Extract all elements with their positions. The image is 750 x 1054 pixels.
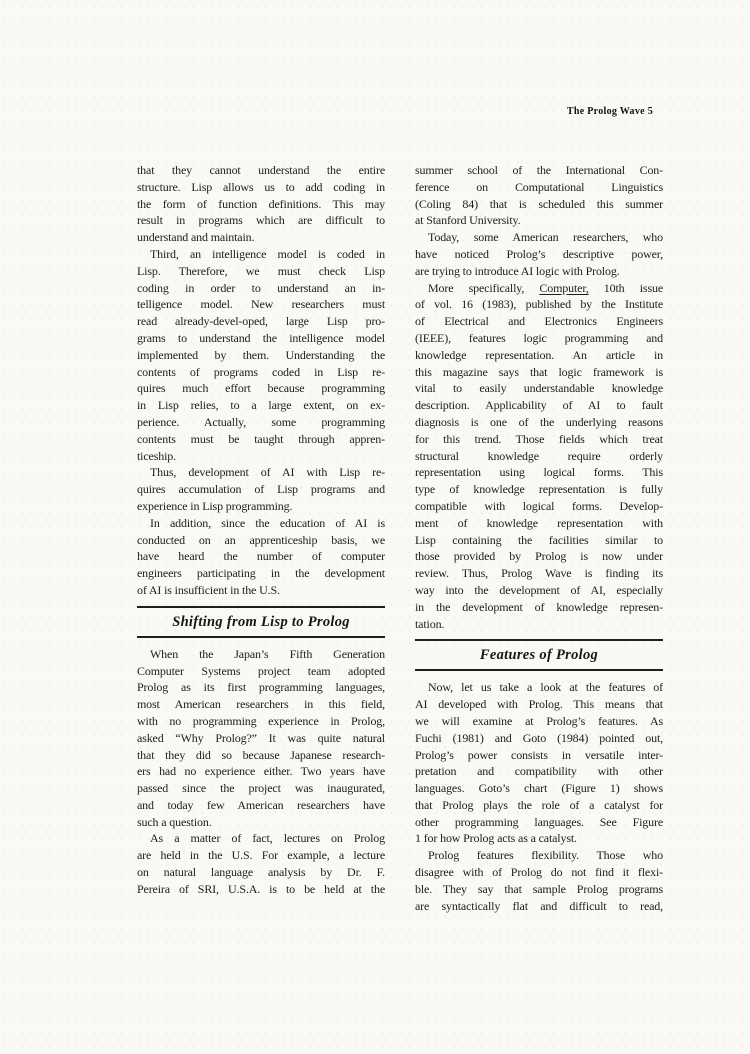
text-line: most American researchers in this field, (137, 697, 385, 712)
text-line: such a question. (137, 814, 212, 829)
text-line: of AI is insufficient in the U.S. (137, 582, 280, 597)
text-line: have heard the number of computer (137, 549, 385, 564)
text-line: conducted on an apprenticeship basis, we (137, 532, 385, 547)
text-line: in the development of knowledge represen- (415, 599, 663, 614)
text-line: asked “Why Prolog?” It was quite natural (137, 730, 385, 745)
text-line: (IEEE), features logic programming and (415, 330, 663, 345)
text-line: representation using logical forms. This (415, 465, 663, 480)
text-line: this magazine says that logic framework is (415, 364, 663, 379)
text-line: are held in the U.S. For example, a lecture (137, 848, 385, 863)
text-line: Prolog features flexibility. Those who (428, 848, 663, 863)
text-line: for this trend. Those fields which treat (415, 431, 663, 446)
paragraph (415, 280, 663, 633)
paragraph (137, 464, 385, 514)
text-line: on natural language analysis by Dr. F. (137, 865, 385, 880)
text-line: and today few American researchers have (137, 797, 385, 812)
text-line: Third, an intelligence model is coded in (150, 246, 385, 261)
text-line: that they cannot understand the entire (137, 163, 385, 177)
text-line: coding in order to understand an in- (137, 280, 385, 295)
text-line: result in programs which are difficult to (137, 213, 385, 228)
paragraph (137, 162, 385, 246)
text-line: In addition, since the education of AI is (150, 515, 385, 530)
section-heading: Features of Prolog (415, 639, 663, 671)
text-line: disagree with of Prolog do not find it flexi- (415, 865, 663, 880)
text-line: ference on Computational Linguistics (415, 179, 663, 194)
text-line: ticeship. (137, 448, 176, 463)
text-line: other programming languages. See Figure (415, 814, 663, 829)
text-line: pretation and compatibility with other (415, 764, 663, 779)
text-line: AI developed with Prolog. This means that (415, 697, 663, 712)
text-line: structural knowledge require orderly (415, 448, 663, 463)
text-line: have noticed Prolog’s descriptive power, (415, 246, 663, 261)
text-line: summer school of the International Con- (415, 163, 663, 177)
text-line: ment of knowledge representation with (415, 515, 663, 530)
text-line: Pereira of SRI, U.S.A. is to be held at the (137, 881, 385, 896)
paragraph (415, 229, 663, 279)
text-line: type of knowledge representation is fully (415, 482, 663, 497)
paragraph (137, 246, 385, 464)
underlined-title: Computer, (539, 280, 589, 295)
text-line: diagnosis is one of the underlying reasons (415, 414, 663, 429)
text-line: languages. Goto’s chart (Figure 1) shows (415, 781, 663, 796)
text-line: way into the development of AI, especially (415, 582, 663, 597)
text-line: we will examine at Prolog’s features. As (415, 713, 663, 728)
text-line: review. Thus, Prolog Wave is finding its (415, 566, 663, 581)
text-segment: More specifically, (428, 280, 540, 295)
text-line: understand and maintain. (137, 230, 255, 245)
text-line: at Stanford University. (415, 213, 521, 228)
text-segment: 10th issue (588, 280, 663, 295)
text-line: implemented by them. Understanding the (137, 347, 385, 362)
text-line: quires accumulation of Lisp programs and (137, 482, 385, 497)
paragraph (137, 646, 385, 831)
paragraph (137, 830, 385, 897)
text-line: As a matter of fact, lectures on Prolog (150, 831, 385, 846)
text-line: contents must be taught through appren- (137, 431, 385, 446)
section-heading: Shifting from Lisp to Prolog (137, 606, 385, 638)
text-line: Computer Systems project team adopted (137, 663, 385, 678)
text-line: that they did so because Japanese research- (137, 747, 385, 762)
text-line: that Prolog plays the role of a catalyst for (415, 797, 663, 812)
text-line (415, 280, 663, 297)
text-line: telligence model. New researchers must (137, 297, 385, 312)
text-line: structure. Lisp allows us to add coding in (137, 179, 385, 194)
paragraph (415, 162, 663, 229)
text-line: engineers participating in the development (137, 566, 385, 581)
text-line: experience in Lisp programming. (137, 498, 293, 513)
text-line: Today, some American researchers, who (428, 230, 663, 245)
text-line: vital to easily understandable knowledge (415, 381, 663, 396)
left-column (137, 162, 385, 898)
text-line: passed since the project was inaugurated, (137, 781, 385, 796)
text-line: Prolog as its first programming languages, (137, 680, 385, 695)
text-line: ble. They say that sample Prolog programs (415, 881, 663, 896)
right-column (415, 162, 663, 914)
text-line: 1 for how Prolog acts as a catalyst. (415, 831, 577, 846)
text-line: are trying to introduce AI logic with Prolog. (415, 263, 620, 278)
text-line: Prolog’s power consists in versatile inter- (415, 747, 663, 762)
text-line: Fuchi (1981) and Goto (1984) pointed out, (415, 730, 663, 745)
text-line: Lisp. Therefore, we must check Lisp (137, 263, 385, 278)
text-line: in Lisp relies, to a large extent, on ex- (137, 398, 385, 413)
text-line: tation. (415, 616, 445, 631)
text-line: compatible with logical forms. Develop- (415, 498, 663, 513)
text-line: Now, let us take a look at the features of (428, 680, 663, 695)
text-line: Lisp containing the facilities similar to (415, 532, 663, 547)
text-line: the form of function definitions. This may (137, 196, 385, 211)
text-line: knowledge representation. An article in (415, 347, 663, 362)
text-line: of Electrical and Electronics Engineers (415, 314, 663, 329)
text-line: grams to understand the intelligence model (137, 330, 385, 345)
text-line: perience. Actually, some programming (137, 414, 385, 429)
running-header: The Prolog Wave 5 (566, 106, 653, 117)
text-line: contents of programs coded in Lisp re- (137, 364, 385, 379)
text-line: with no programming experience in Prolog, (137, 713, 385, 728)
text-line: are syntactically flat and difficult to read, (415, 898, 663, 913)
text-line: of vol. 16 (1983), published by the Institute (415, 297, 663, 312)
paragraph (415, 847, 663, 914)
text-line: quires much effort because programming (137, 381, 385, 396)
text-line: Thus, development of AI with Lisp re- (150, 465, 385, 480)
text-line: description. Applicability of AI to fault (415, 398, 663, 413)
text-line: those provided by Prolog is now under (415, 549, 663, 564)
text-line: When the Japan’s Fifth Generation (150, 646, 385, 661)
paragraph (137, 515, 385, 599)
text-line: (Coling 84) that is scheduled this summer (415, 196, 663, 211)
paragraph (415, 679, 663, 847)
text-line: ers had no experience either. Two years have (137, 764, 385, 779)
text-line: read already-devel-oped, large Lisp pro- (137, 314, 385, 329)
